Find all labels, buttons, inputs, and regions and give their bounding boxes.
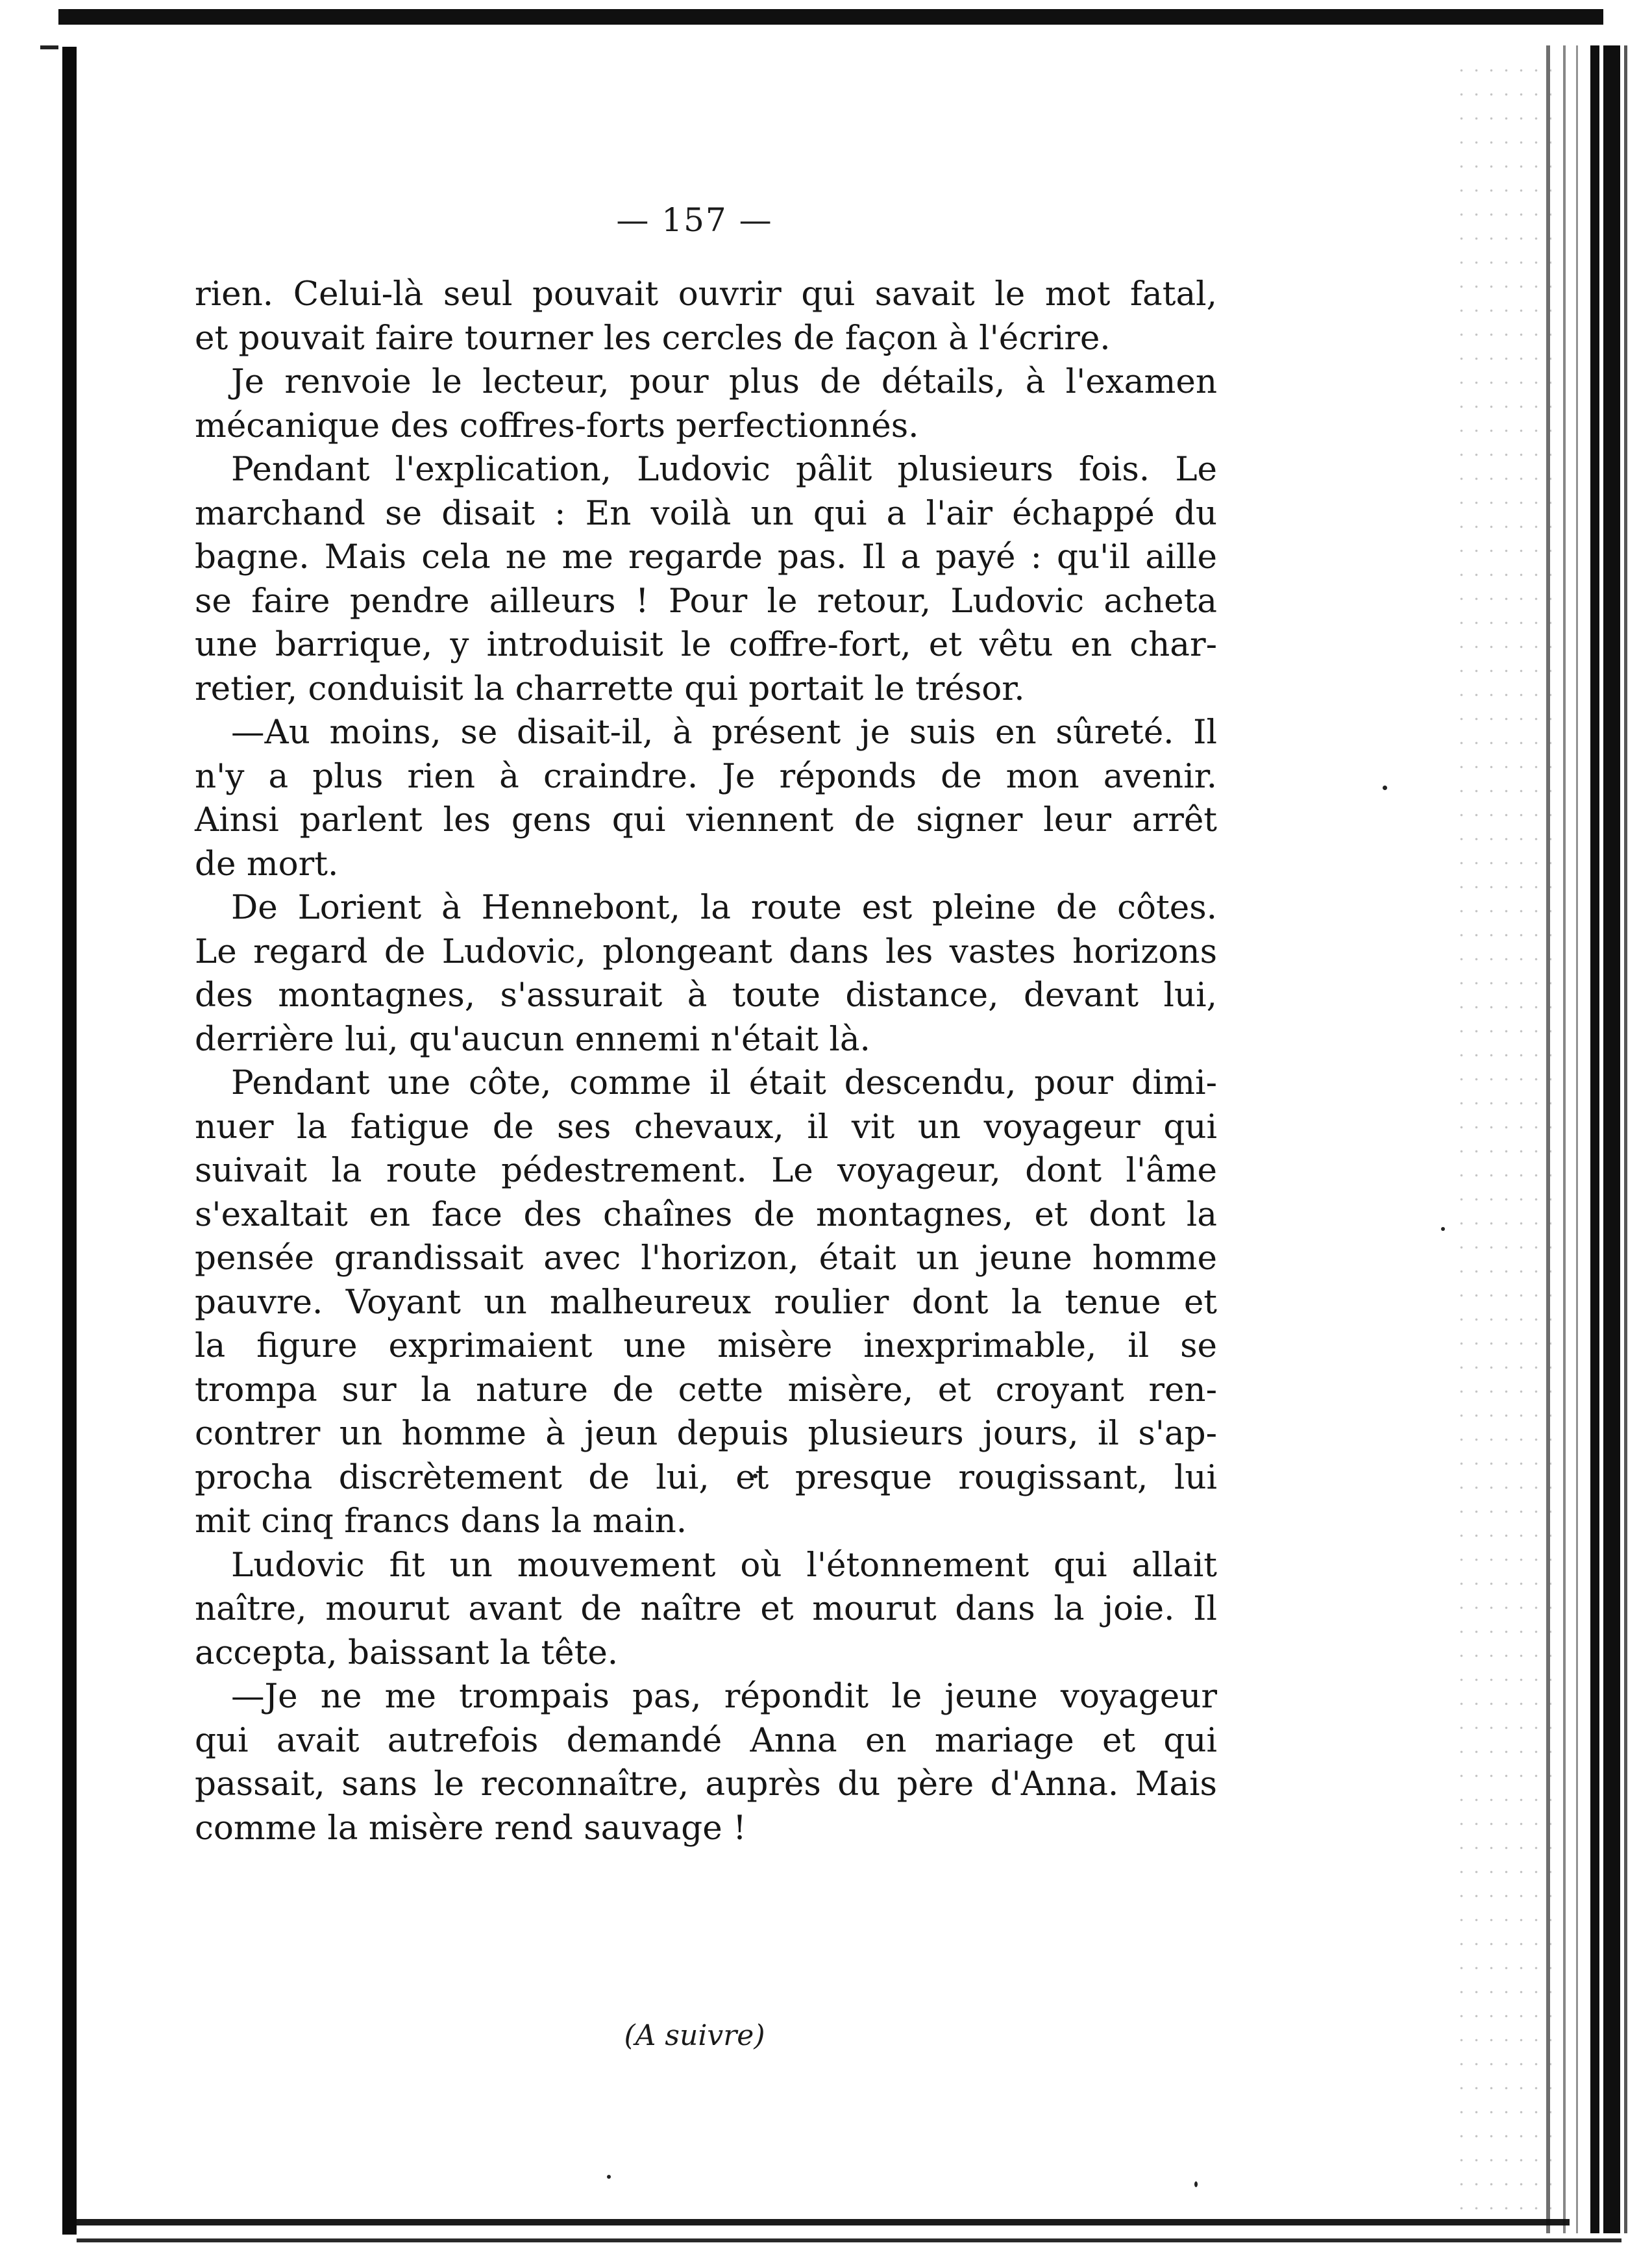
scan-speck — [1194, 2181, 1198, 2187]
text-line: mit cinq francs dans la main. — [195, 1502, 687, 1541]
page-number: — 157 — — [616, 201, 773, 239]
text-line: mécanique des coffres-forts perfectionnés. — [195, 406, 919, 445]
text-line: Pendant l'explication, Ludovic pâlit plusieurs fois. Le — [231, 450, 1217, 489]
text-line: de mort. — [195, 844, 339, 884]
text-line: comme la misère rend sauvage ! — [195, 1808, 746, 1848]
text-line: accepta, baissant la tête. — [195, 1633, 619, 1672]
text-line: pensée grandissait avec l'horizon, était un jeune homme — [195, 1239, 1217, 1278]
scan-speck — [1383, 786, 1387, 790]
spine-stripe — [1603, 45, 1620, 2233]
spine-stripe — [1546, 45, 1550, 2233]
text-line: bagne. Mais cela ne me regarde pas. Il a payé : qu'il aille — [195, 538, 1217, 576]
spine-stripe — [1576, 45, 1578, 2233]
text-line: s'exaltait en face des chaînes de montagnes, et dont la — [195, 1195, 1217, 1234]
text-line: —Je ne me trompais pas, répondit le jeune voyageur — [231, 1677, 1217, 1716]
text-line: marchand se disait : En voilà un qui a l'air échappé du — [195, 493, 1217, 533]
text-line: Je renvoie le lecteur, pour plus de détails, à l'examen — [231, 362, 1217, 401]
text-line: trompa sur la nature de cette misère, et croyant ren- — [195, 1370, 1217, 1409]
text-line: contrer un homme à jeun depuis plusieurs jours, il s'ap- — [195, 1414, 1217, 1453]
text-line: Ainsi parlent les gens qui viennent de signer leur arrêt — [195, 800, 1217, 839]
text-line: des montagnes, s'assurait à toute distance, devant lui, — [195, 976, 1217, 1015]
body-text — [195, 273, 1217, 1850]
text-line: passait, sans le reconnaître, auprès du père d'Anna. Mais — [195, 1765, 1217, 1804]
text-line: retier, conduisit la charrette qui portait le trésor. — [195, 669, 1025, 708]
text-line: derrière lui, qu'aucun ennemi n'était là. — [195, 1019, 870, 1059]
spine-stripe — [1563, 45, 1566, 2233]
text-line: suivait la route pédestrement. Le voyageur, dont l'âme — [195, 1151, 1217, 1190]
text-line: Ludovic fit un mouvement où l'étonnement qui allait — [231, 1545, 1217, 1585]
text-line: n'y a plus rien à craindre. Je réponds de mon avenir. — [195, 756, 1217, 796]
bleed-through-noise — [1454, 58, 1551, 2220]
text-line: et pouvait faire tourner les cercles de façon à l'écrire. — [195, 318, 1111, 358]
text-line: Pendant une côte, comme il était descendu, pour dimi- — [231, 1063, 1217, 1102]
text-line: Le regard de Ludovic, plongeant dans les vastes horizons — [195, 932, 1217, 971]
text-line: De Lorient à Hennebont, la route est pleine de côtes. — [231, 888, 1217, 927]
text-line: une barrique, y introduisit le coffre-fort, et vêtu en char- — [195, 625, 1217, 664]
scan-border-top — [58, 9, 1603, 25]
scan-border-left — [62, 47, 77, 2235]
text-line: pauvre. Voyant un malheureux roulier dont la tenue et — [195, 1282, 1217, 1322]
text-line: rien. Celui-là seul pouvait ouvrir qui savait le mot fatal, — [195, 275, 1217, 314]
text-line: nuer la fatigue de ses chevaux, il vit un voyageur qui — [195, 1107, 1217, 1147]
scan-speck — [1441, 1227, 1445, 1231]
spine-stripe — [1590, 45, 1599, 2233]
text-line: procha discrètement de lui, et presque rougissant, lui — [195, 1457, 1217, 1497]
scan-border-bottom — [77, 2219, 1570, 2225]
scan-border-tick — [40, 45, 58, 49]
text-line: naître, mourut avant de naître et mourut dans la joie. Il — [195, 1589, 1217, 1628]
text-line: se faire pendre ailleurs ! Pour le retour, Ludovic acheta — [195, 581, 1217, 621]
continuation-note: (A suivre) — [624, 2019, 765, 2052]
scan-border-bottom-outer — [77, 2238, 1621, 2242]
scan-speck — [607, 2175, 611, 2179]
text-line: —Au moins, se disait-il, à présent je suis en sûreté. Il — [231, 713, 1217, 752]
book-spine-shadow — [1545, 45, 1636, 2233]
text-line: qui avait autrefois demandé Anna en mariage et qui — [195, 1720, 1217, 1760]
spine-stripe — [1624, 45, 1627, 2233]
text-line: la figure exprimaient une misère inexprimable, il se — [195, 1326, 1217, 1365]
